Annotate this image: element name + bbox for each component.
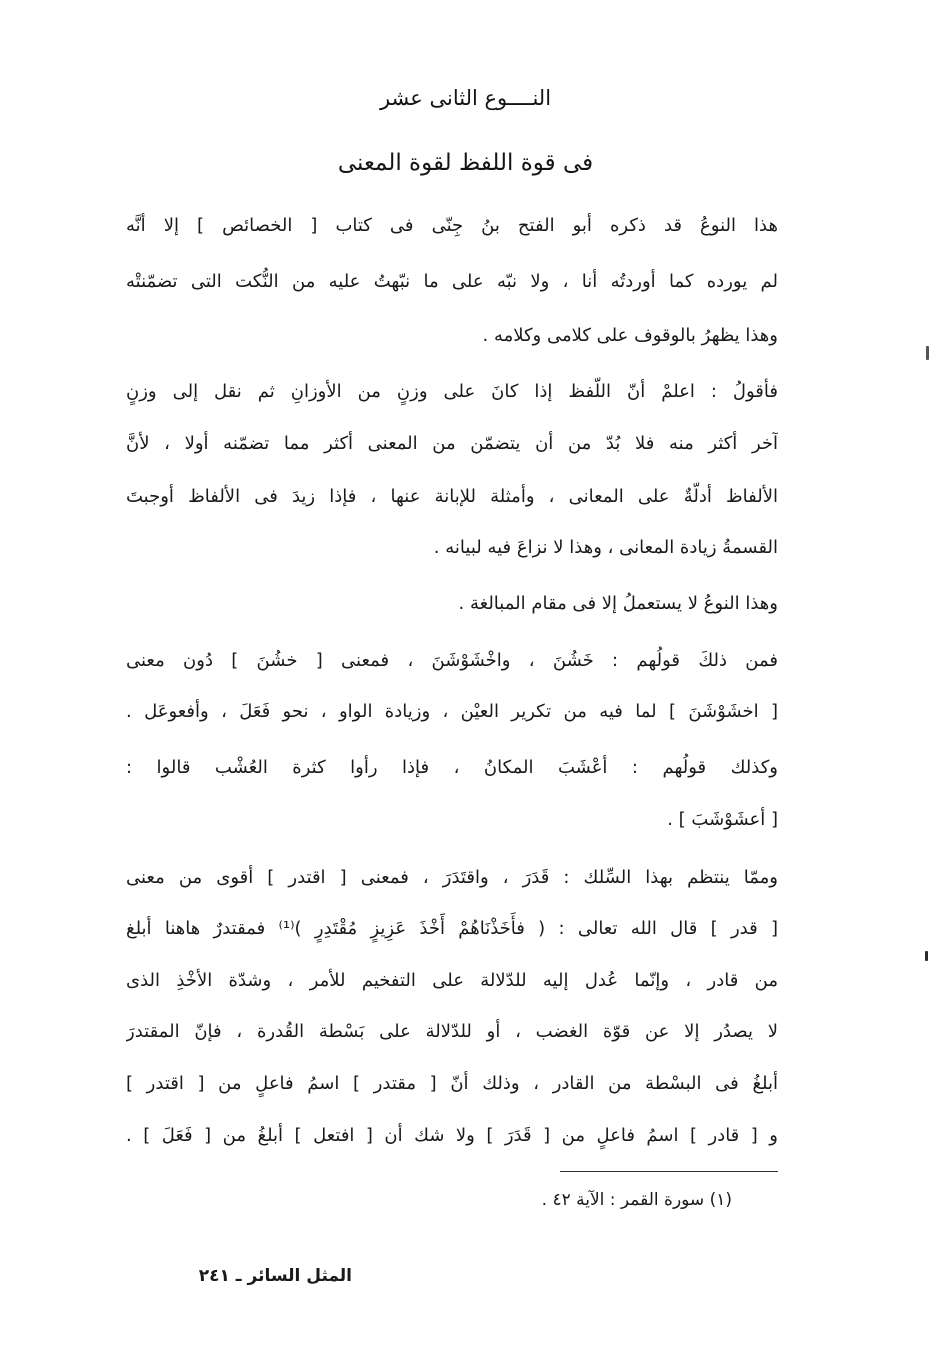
body-text xyxy=(126,0,778,1180)
margin-mark xyxy=(925,951,928,961)
text-line: الألفاظ أدلّةٌ على المعانى ، وأمثلة للإبانة عنها ، فإذا زيدَ فى الألفاظ أوجبتَ xyxy=(126,486,778,507)
running-footer: المثل السائر ـ ٢٤١ xyxy=(198,1266,352,1286)
text-line: آخر أكثر منه فلا بُدّ من أن يتضمّن من المعنى أكثر مما تضمّنه أولا ، لأنَّ xyxy=(126,433,778,454)
text-line: [ اخشَوْشَنَ ] لما فيه من تكرير العيْن ، وزيادة الواو ، نحو فَعَلَ ، وأفعوعَل . xyxy=(126,701,778,722)
text-line: وممّا ينتظم بهذا السِّلك : قَدَرَ ، واقتَدَرَ ، فمعنى [ اقتدر ] أقوى من معنى xyxy=(126,867,778,888)
section-heading: فى قوة اللفظ لقوة المعنى xyxy=(337,150,594,176)
text-line: [ قدر ] قال الله تعالى : ( فأَخَذْنَاهُمْ أَخْذَ عَزِيزٍ مُقْتَدِرٍ )⁽¹⁾ فمقتدرٌ هاهنا أبلغ xyxy=(126,918,778,939)
text-line: وهذا النوعُ لا يستعملُ إلا فى مقام المبالغة . xyxy=(458,593,778,614)
text-line: و [ قادر ] اسمُ فاعلٍ من [ قَدَرَ ] ولا شك أن [ افتعل ] أبلغُ من [ فَعَلَ ] . xyxy=(126,1125,778,1146)
text-line: فأقولُ : اعلمْ أنّ اللّفظ إذا كانَ على وزنٍ من الأوزانِ ثم نقل إلى وزنٍ xyxy=(126,381,778,402)
margin-mark xyxy=(926,346,929,360)
text-line: لم يورده كما أوردتُه أنا ، ولا نبّه على ما نبّهتُ عليه من النُّكت التى تضمّنتْه xyxy=(126,271,778,292)
footnote-rule xyxy=(560,1171,778,1172)
text-line: [ أعشَوْشَبَ ] . xyxy=(667,809,778,830)
footnote: (١) سورة القمر : الآية ٤٢ . xyxy=(541,1190,732,1210)
text-line: لا يصدُر إلا عن قوّة الغضب ، أو للدّلالة على بَسْطة القُدرة ، فإنّ المقتدرَ xyxy=(126,1021,778,1042)
text-line: وهذا يظهرُ بالوقوف على كلامى وكلامه . xyxy=(482,325,778,346)
text-line: هذا النوعُ قد ذكره أبو الفتح بنُ جِنّى فى كتاب [ الخصائص ] إلا أنَّه xyxy=(126,215,778,236)
text-line: من قادر ، وإنّما عُدل إليه للدّلالة على التفخيم للأمر ، وشدّة الأخْذِ الذى xyxy=(126,970,778,991)
chapter-heading: النــــوع الثانى عشر xyxy=(379,86,552,110)
text-line: القسمةُ زيادة المعانى ، وهذا لا نزاعَ فيه لبيانه . xyxy=(433,537,778,558)
text-line: وكذلك قولُهم : أعْشَبَ المكانُ ، فإذا رأوا كثرة العُشْب قالوا : xyxy=(126,757,778,778)
text-line: أبلغُ فى البسْطة من القادر ، وذلك أنّ [ مقتدر ] اسمُ فاعلٍ من [ اقتدر ] xyxy=(126,1073,778,1094)
text-line: فمن ذلكَ قولُهم : خَشُنَ ، واخْشَوْشَنَ ، فمعنى [ خشُنَ ] دُون معنى xyxy=(126,650,778,671)
